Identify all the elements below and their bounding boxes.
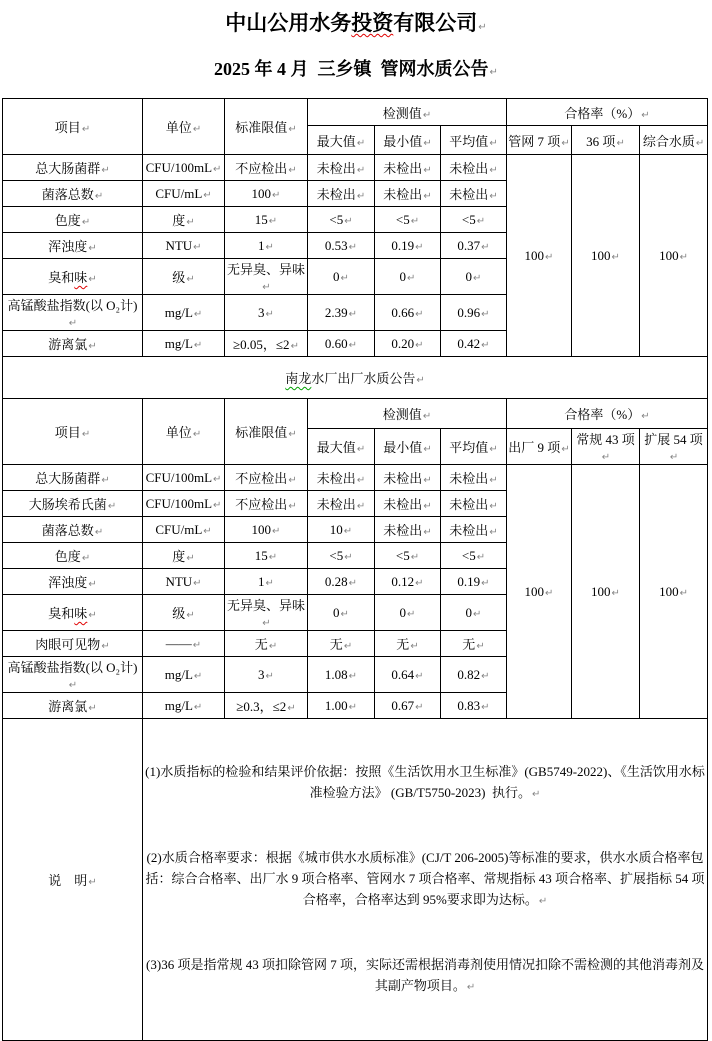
cell-min: 0.20 ↵	[375, 331, 441, 357]
col-header-pass-extended54: 扩展 54 项 ↵	[640, 429, 708, 465]
cell-unit: CFU/100mL ↵	[143, 465, 225, 491]
cell-min: 0.19 ↵	[375, 233, 441, 259]
cell-item: 总大肠菌群 ↵	[3, 155, 143, 181]
cell-item: 浑浊度 ↵	[3, 569, 143, 595]
cell-item-spellcheck: 味	[74, 606, 88, 621]
cell-max: 0.60 ↵	[308, 331, 375, 357]
cell-avg: 未检出 ↵	[441, 155, 507, 181]
cell-unit: CFU/100mL ↵	[143, 155, 225, 181]
cell-item	[3, 595, 143, 631]
col-header-detected-values: 检测值 ↵	[308, 399, 507, 429]
col-header-max: 最大值 ↵	[308, 126, 375, 155]
col-header-avg: 平均值 ↵	[441, 126, 507, 155]
cell-pass-rate: 100 ↵	[507, 155, 572, 357]
cell-avg: 0.96 ↵	[441, 295, 507, 331]
table-row	[3, 155, 708, 181]
col-header-unit: 单位 ↵	[143, 99, 225, 155]
cell-min: 0.67 ↵	[375, 693, 441, 719]
cell-item: 高锰酸盐指数(以 O₂计) ↵	[3, 295, 143, 331]
cell-item-spellcheck: 味	[74, 270, 88, 285]
cell-max: <5 ↵	[308, 543, 375, 569]
col-header-unit: 单位 ↵	[143, 399, 225, 465]
cell-unit: 度 ↵	[143, 543, 225, 569]
cell-avg: 0 ↵	[441, 595, 507, 631]
cell-unit: 级 ↵	[143, 259, 225, 295]
cell-unit: 度 ↵	[143, 207, 225, 233]
notes-label: 说 明 ↵	[3, 719, 143, 1041]
col-header-item: 项目 ↵	[3, 99, 143, 155]
cell-limit: 1 ↵	[225, 569, 308, 595]
section-title-row	[3, 357, 708, 399]
notes-content	[143, 719, 708, 1041]
cell-min: 0.64 ↵	[375, 657, 441, 693]
cell-item: 肉眼可见物 ↵	[3, 631, 143, 657]
cell-min: 无 ↵	[375, 631, 441, 657]
paragraph-mark	[87, 606, 96, 621]
cell-max: 未检出 ↵	[308, 465, 375, 491]
table1-header-row-1	[3, 99, 708, 126]
cell-item: 游离氯 ↵	[3, 693, 143, 719]
cell-max: 未检出 ↵	[308, 181, 375, 207]
cell-limit: 100 ↵	[225, 181, 308, 207]
cell-limit: 15 ↵	[225, 207, 308, 233]
note-item: (3)36 项是指常规 43 项扣除管网 7 项，实际还需根据消毒剂使用情况扣除不需检测的其他消毒剂及其副产物项目。 ↵	[143, 954, 707, 998]
cell-limit: 不应检出 ↵	[225, 155, 308, 181]
cell-max: 0 ↵	[308, 259, 375, 295]
cell-max: 1.08 ↵	[308, 657, 375, 693]
cell-limit: 100 ↵	[225, 517, 308, 543]
cell-max: 未检出 ↵	[308, 155, 375, 181]
cell-min: 0 ↵	[375, 595, 441, 631]
cell-item: 菌落总数 ↵	[3, 517, 143, 543]
cell-unit: NTU ↵	[143, 569, 225, 595]
cell-max: 0.28 ↵	[308, 569, 375, 595]
cell-limit: 无异臭、异味 ↵	[225, 259, 308, 295]
table2-header-row-1	[3, 399, 708, 429]
cell-limit: 不应检出 ↵	[225, 465, 308, 491]
col-header-pass-regular43: 常规 43 项 ↵	[572, 429, 640, 465]
cell-max: 10 ↵	[308, 517, 375, 543]
col-header-pass-pipeline7: 管网 7 项 ↵	[507, 126, 572, 155]
cell-min: 未检出 ↵	[375, 517, 441, 543]
cell-min: 0.66 ↵	[375, 295, 441, 331]
cell-item: 色度 ↵	[3, 207, 143, 233]
cell-avg: 0.42 ↵	[441, 331, 507, 357]
cell-min: 未检出 ↵	[375, 181, 441, 207]
col-header-max: 最大值 ↵	[308, 429, 375, 465]
cell-avg: 0.37 ↵	[441, 233, 507, 259]
cell-min: 未检出 ↵	[375, 155, 441, 181]
note-item: (2)水质合格率要求：根据《城市供水水质标准》(CJ/T 206-2005)等标准的要求，供水水质合格率包括：综合合格率、出厂水 9 项合格率、管网水 7 项合格率、常规指标 43 项合格率、扩展指标 54 项合格率，合格率达到 95%要求即为达标。 ↵	[143, 847, 707, 912]
cell-min: <5 ↵	[375, 543, 441, 569]
cell-item-text: 臭和	[48, 270, 75, 285]
col-header-pass-36: 36 项 ↵	[572, 126, 640, 155]
cell-avg: 0.19 ↵	[441, 569, 507, 595]
cell-unit: mg/L ↵	[143, 331, 225, 357]
cell-item: 游离氯 ↵	[3, 331, 143, 357]
col-header-pass-outlet9: 出厂 9 项 ↵	[507, 429, 572, 465]
cell-avg: 0.82 ↵	[441, 657, 507, 693]
col-header-limit: 标准限值 ↵	[225, 399, 308, 465]
cell-pass-rate: 100 ↵	[572, 155, 640, 357]
cell-max: 2.39 ↵	[308, 295, 375, 331]
cell-limit: 1 ↵	[225, 233, 308, 259]
col-header-limit: 标准限值 ↵	[225, 99, 308, 155]
water-quality-table	[2, 98, 708, 1041]
cell-unit: CFU/mL ↵	[143, 181, 225, 207]
cell-limit: 15 ↵	[225, 543, 308, 569]
cell-avg: 无 ↵	[441, 631, 507, 657]
cell-avg: 未检出 ↵	[441, 465, 507, 491]
cell-avg: 0 ↵	[441, 259, 507, 295]
cell-limit: ≥0.05，≤2 ↵	[225, 331, 308, 357]
col-header-item: 项目 ↵	[3, 399, 143, 465]
col-header-pass-comprehensive: 综合水质 ↵	[640, 126, 708, 155]
section-title-text: 水厂出厂水质公告	[311, 371, 416, 386]
cell-unit: CFU/100mL ↵	[143, 491, 225, 517]
col-header-avg: 平均值 ↵	[441, 429, 507, 465]
page-title	[0, 8, 712, 43]
cell-min: 未检出 ↵	[375, 465, 441, 491]
cell-max: 0 ↵	[308, 595, 375, 631]
cell-avg: 0.83 ↵	[441, 693, 507, 719]
cell-item: 总大肠菌群 ↵	[3, 465, 143, 491]
cell-avg: 未检出 ↵	[441, 491, 507, 517]
cell-unit: 级 ↵	[143, 595, 225, 631]
cell-min: <5 ↵	[375, 207, 441, 233]
cell-pass-rate: 100 ↵	[640, 155, 708, 357]
section-title	[3, 357, 708, 399]
cell-min: 0.12 ↵	[375, 569, 441, 595]
cell-item: 浑浊度 ↵	[3, 233, 143, 259]
table-row	[3, 465, 708, 491]
cell-unit: —— ↵	[143, 631, 225, 657]
cell-unit: mg/L ↵	[143, 295, 225, 331]
cell-unit: NTU ↵	[143, 233, 225, 259]
col-header-pass-rate: 合格率（%） ↵	[507, 399, 708, 429]
cell-limit: 3 ↵	[225, 295, 308, 331]
title-text: 有限公司	[393, 11, 478, 35]
cell-max: <5 ↵	[308, 207, 375, 233]
cell-item	[3, 259, 143, 295]
col-header-pass-rate: 合格率（%） ↵	[507, 99, 708, 126]
cell-avg: 未检出 ↵	[441, 181, 507, 207]
cell-limit: 不应检出 ↵	[225, 491, 308, 517]
title-text: 中山公用水务	[225, 11, 352, 35]
col-header-min: 最小值 ↵	[375, 429, 441, 465]
cell-max: 无 ↵	[308, 631, 375, 657]
cell-min: 0 ↵	[375, 259, 441, 295]
cell-pass-rate: 100 ↵	[507, 465, 572, 719]
cell-unit: mg/L ↵	[143, 657, 225, 693]
section-title-spellcheck: 南龙	[285, 371, 312, 386]
cell-limit: ≥0.3，≤2 ↵	[225, 693, 308, 719]
page-subtitle: 2025 年 4 月 三乡镇 管网水质公告 ↵	[0, 57, 712, 85]
cell-avg: <5 ↵	[441, 207, 507, 233]
cell-limit: 3 ↵	[225, 657, 308, 693]
cell-max: 1.00 ↵	[308, 693, 375, 719]
cell-pass-rate: 100 ↵	[572, 465, 640, 719]
cell-max: 未检出 ↵	[308, 491, 375, 517]
cell-item-text: 臭和	[48, 606, 75, 621]
cell-item: 高锰酸盐指数(以 O₂计) ↵	[3, 657, 143, 693]
notes-row	[3, 719, 708, 1041]
cell-limit: 无 ↵	[225, 631, 308, 657]
col-header-min: 最小值 ↵	[375, 126, 441, 155]
cell-item: 色度 ↵	[3, 543, 143, 569]
col-header-detected-values: 检测值 ↵	[308, 99, 507, 126]
cell-pass-rate: 100 ↵	[640, 465, 708, 719]
note-item: (1)水质指标的检验和结果评价依据：按照《生活饮用水卫生标准》(GB5749-2022)、《生活饮用水标准检验方法》 (GB/T5750-2023) 执行。 ↵	[143, 761, 707, 805]
title-text-spellcheck: 投资	[351, 11, 394, 35]
cell-item: 大肠埃希氏菌 ↵	[3, 491, 143, 517]
cell-limit: 无异臭、异味 ↵	[225, 595, 308, 631]
cell-max: 0.53 ↵	[308, 233, 375, 259]
cell-unit: CFU/mL ↵	[143, 517, 225, 543]
cell-item: 菌落总数 ↵	[3, 181, 143, 207]
paragraph-mark	[87, 270, 96, 285]
cell-avg: 未检出 ↵	[441, 517, 507, 543]
cell-min: 未检出 ↵	[375, 491, 441, 517]
cell-avg: <5 ↵	[441, 543, 507, 569]
cell-unit: mg/L ↵	[143, 693, 225, 719]
